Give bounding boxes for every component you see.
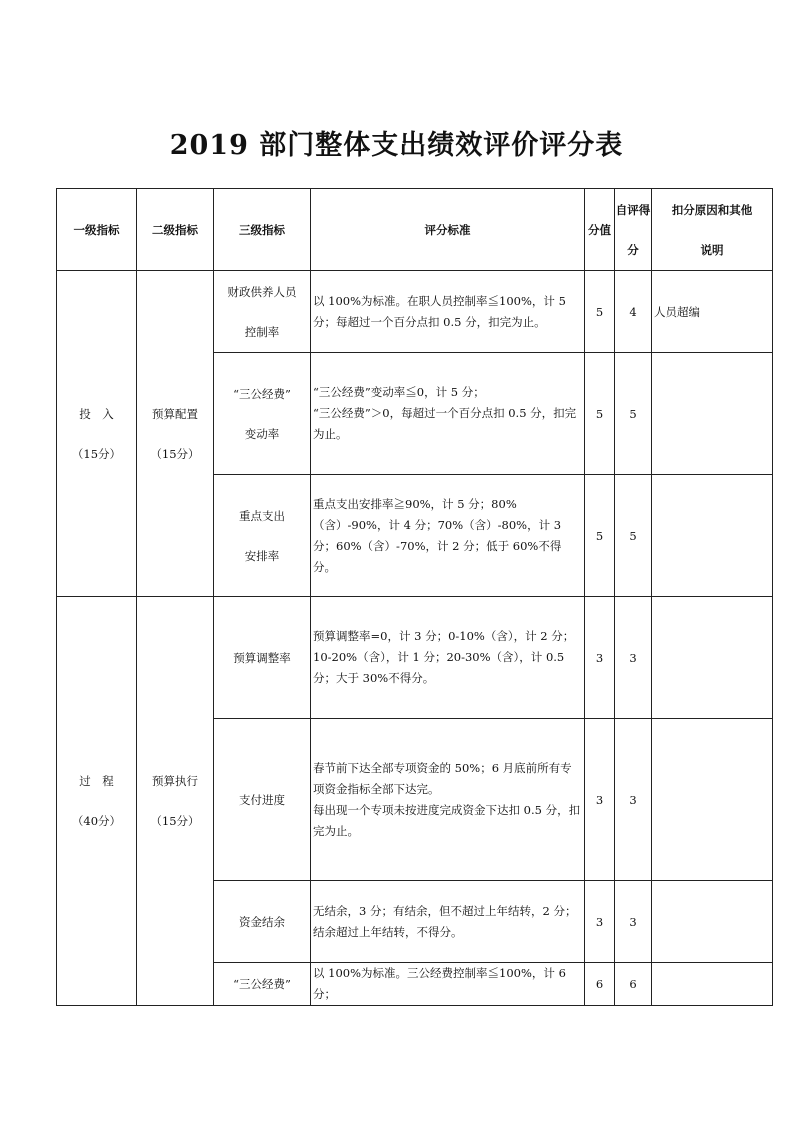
note-cell (652, 719, 773, 881)
header-level2: 二级指标 (137, 189, 214, 271)
header-self-score-line1: 自评得 (615, 202, 651, 217)
criteria-text: 以 100%为标准。三公经费控制率≦100%，计 6 分； (313, 966, 566, 1001)
level3-cell (214, 597, 311, 719)
header-note (652, 189, 773, 271)
self-score-cell: 3 (615, 597, 652, 719)
level3-line: “三公经费” (233, 977, 291, 991)
self-score-cell: 3 (615, 881, 652, 963)
level3-line: 变动率 (244, 426, 280, 441)
criteria-cell (311, 719, 585, 881)
score-cell: 6 (585, 963, 615, 1006)
level1-cell-input (57, 271, 137, 597)
note-cell (652, 353, 773, 475)
score-cell: 5 (585, 271, 615, 353)
level3-line: 资金结余 (239, 914, 285, 929)
level3-line: “三公经费” (233, 386, 291, 401)
level2-points: （15分） (150, 446, 200, 461)
level2-name: 预算配置 (152, 406, 198, 421)
criteria-text: 每出现一个专项未按进度完成资金下达扣 0.5 分，扣完为止。 (313, 802, 581, 838)
criteria-cell (311, 353, 585, 475)
header-level1: 一级指标 (57, 189, 137, 271)
level2-cell-budget-execution (137, 597, 214, 1006)
self-score-cell: 4 (615, 271, 652, 353)
level1-cell-process (57, 597, 137, 1006)
score-cell: 3 (585, 719, 615, 881)
level2-cell-budget-config (137, 271, 214, 597)
evaluation-table (56, 188, 773, 1006)
level3-cell (214, 719, 311, 881)
criteria-text: 春节前下达全部专项资金的 50%；6 月底前所有专项资金指标全部下达完。 (313, 760, 572, 796)
level3-cell (214, 475, 311, 597)
score-cell: 5 (585, 475, 615, 597)
note-cell (652, 597, 773, 719)
level3-cell (214, 271, 311, 353)
level1-points: （40分） (71, 814, 122, 828)
header-row (57, 189, 773, 271)
header-note-line2: 说明 (700, 242, 724, 257)
criteria-text: 以 100%为标准。在职人员控制率≦100%，计 5 分；每超过一个百分点扣 0.5 分，扣完为止。 (313, 293, 566, 329)
table-row (57, 597, 773, 719)
header-self-score-line2: 分 (627, 242, 639, 257)
note-cell (652, 475, 773, 597)
level2-name: 预算执行 (152, 774, 198, 788)
score-cell: 3 (585, 881, 615, 963)
self-score-cell: 3 (615, 719, 652, 881)
level3-line: 财政供养人员 (227, 284, 297, 299)
level3-line: 支付进度 (239, 792, 285, 807)
self-score-cell: 6 (615, 963, 652, 1006)
criteria-text: 重点支出安排率≧90%，计 5 分；80%（含）-90%，计 4 分；70%（含）-80%，计 3 分；60%（含）-70%，计 2 分；低于 60%不得分。 (313, 496, 562, 574)
level3-line: 重点支出 (239, 508, 285, 523)
criteria-text: 无结余，3 分；有结余，但不超过上年结转，2 分；结余超过上年结转，不得分。 (313, 903, 577, 939)
header-score: 分值 (585, 189, 615, 271)
level3-cell (214, 963, 311, 1006)
self-score-cell: 5 (615, 353, 652, 475)
criteria-cell (311, 963, 585, 1006)
criteria-cell (311, 597, 585, 719)
level3-line: 预算调整率 (233, 650, 291, 665)
note-cell (652, 881, 773, 963)
table-row (57, 271, 773, 353)
score-cell: 5 (585, 353, 615, 475)
score-cell: 3 (585, 597, 615, 719)
level3-cell (214, 881, 311, 963)
criteria-text: “三公经费”＞0，每超过一个百分点扣 0.5 分，扣完为止。 (313, 406, 577, 441)
criteria-text: “三公经费”变动率≦0，计 5 分； (313, 385, 485, 399)
level1-name: 过 程 (79, 774, 114, 788)
level3-line: 控制率 (244, 324, 280, 339)
level3-cell (214, 353, 311, 475)
header-self-score (615, 189, 652, 271)
header-note-line1: 扣分原因和其他 (671, 202, 753, 217)
header-criteria: 评分标准 (311, 189, 585, 271)
page-title: 2019 部门整体支出绩效评价评分表 (169, 130, 624, 161)
criteria-cell (311, 475, 585, 597)
level1-points: （15分） (71, 446, 122, 461)
level3-line: 安排率 (244, 548, 280, 563)
level1-name: 投 入 (79, 406, 114, 421)
criteria-text: 预算调整率=0，计 3 分；0-10%（含），计 2 分；10-20%（含），计 1 分；20-30%（含），计 0.5 分；大于 30%不得分。 (313, 629, 575, 685)
criteria-cell (311, 881, 585, 963)
header-level3: 三级指标 (214, 189, 311, 271)
level2-points: （15分） (150, 814, 200, 828)
self-score-cell: 5 (615, 475, 652, 597)
note-cell: 人员超编 (652, 271, 773, 353)
note-cell (652, 963, 773, 1006)
criteria-cell (311, 271, 585, 353)
